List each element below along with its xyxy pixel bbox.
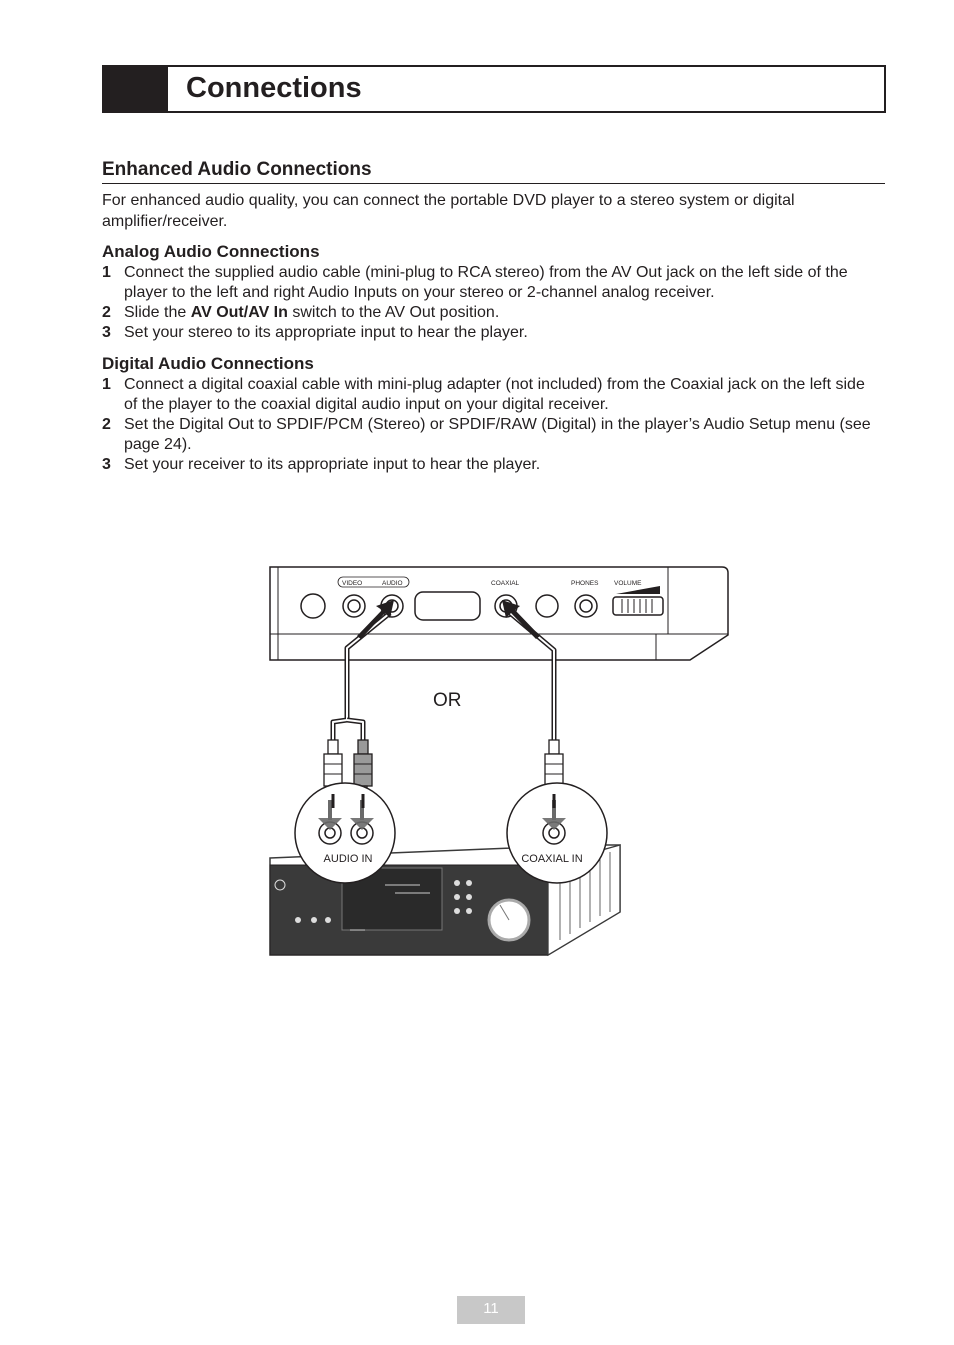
step-number: 1 [102, 376, 111, 393]
analog-heading: Analog Audio Connections [102, 242, 320, 261]
coaxial-in-label: COAXIAL IN [521, 853, 583, 865]
list-item [102, 415, 882, 455]
or-label: OR [433, 690, 462, 711]
digital-steps [102, 375, 882, 475]
step-text: Set your stereo to its appropriate input to hear the player. [124, 324, 528, 341]
volume-wheel [613, 597, 663, 615]
list-item [102, 455, 882, 475]
step-text: Set the Digital Out to SPDIF/PCM (Stereo) or SPDIF/RAW (Digital) in the player’s Audio Setup menu (see page 24). [124, 416, 871, 453]
list-item [102, 303, 882, 323]
step-number: 2 [102, 416, 111, 433]
coaxial-label: COAXIAL [491, 580, 520, 587]
av-jack [536, 595, 558, 617]
list-item [102, 323, 882, 343]
section-heading: Enhanced Audio Connections [102, 159, 885, 184]
section-intro: For enhanced audio quality, you can connect the portable DVD player to a stereo system or digital amplifier/receiver. [102, 192, 795, 230]
step-text-pre: Slide the [124, 304, 191, 321]
power-jack [301, 594, 325, 618]
step-number: 3 [102, 324, 111, 341]
step-text-bold: AV Out/AV In [190, 304, 288, 321]
analog-steps [102, 263, 882, 343]
list-item [102, 375, 882, 415]
step-text: Connect the supplied audio cable (mini-plug to RCA stereo) from the AV Out jack on the left side of the player to the left and right Audio Inputs on your stereo or 2-channel analog receiver. [124, 264, 848, 301]
step-text-post: switch to the AV Out position. [287, 304, 500, 321]
connection-diagram [262, 560, 742, 970]
phones-label: PHONES [571, 580, 599, 587]
step-number: 2 [102, 304, 111, 321]
video-label: VIDEO [342, 580, 363, 587]
audio-label: AUDIO [382, 580, 403, 587]
step-number: 1 [102, 264, 111, 281]
audio-in-label: AUDIO IN [323, 853, 373, 865]
step-text: Connect a digital coaxial cable with mini-plug adapter (not included) from the Coaxial jack on the left side of the player to the coaxial digital audio input on your digital receiver. [124, 376, 865, 413]
step-number: 3 [102, 456, 111, 473]
volume-label: VOLUME [614, 580, 642, 587]
coaxial-in-zoom [507, 783, 607, 883]
audio-in-zoom [295, 783, 395, 883]
page-title-bar [102, 65, 886, 113]
card-slot [415, 592, 480, 620]
digital-heading: Digital Audio Connections [102, 354, 314, 373]
title-accent-block [104, 67, 168, 111]
dvd-player-side-panel [270, 567, 728, 660]
list-item [102, 263, 882, 303]
step-text: Set your receiver to its appropriate input to hear the player. [124, 456, 541, 473]
page-title: Connections [186, 72, 362, 104]
page-number: 11 [457, 1296, 525, 1324]
